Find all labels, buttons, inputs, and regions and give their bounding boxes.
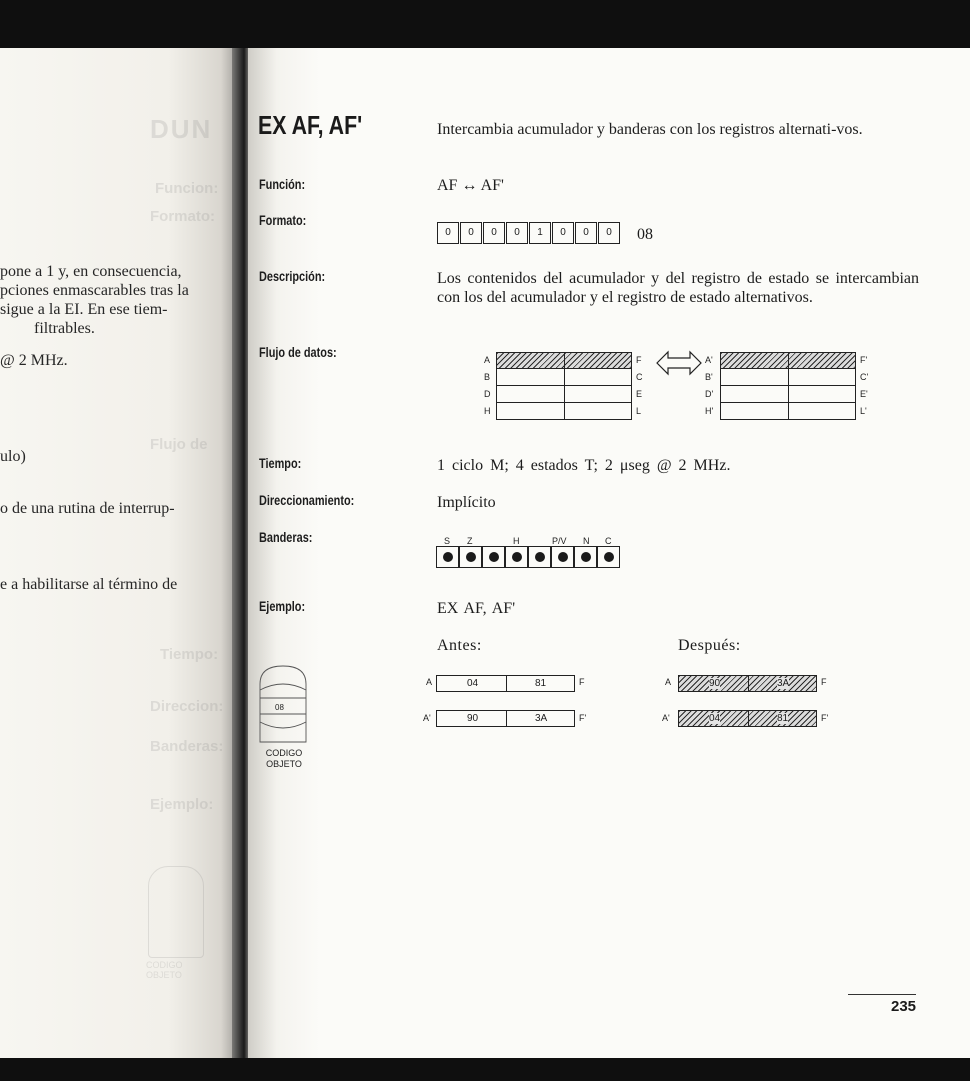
label-funcion: Función:	[259, 176, 306, 192]
reg-label: A	[665, 677, 672, 687]
reg-label: A	[426, 677, 433, 687]
flag-unaffected-dot	[528, 546, 551, 568]
object-code-value: 08	[275, 703, 284, 712]
flag-unaffected-dot	[459, 546, 482, 568]
reg-label: E'	[860, 389, 868, 399]
flag-unaffected-dot	[505, 546, 528, 568]
flag-label: N	[583, 536, 590, 546]
register-row-hl	[496, 403, 632, 420]
flags-register	[436, 546, 621, 568]
reg-label: L	[636, 406, 642, 416]
reg-label: D	[484, 389, 491, 399]
reg-label: D'	[705, 389, 714, 399]
instruction-title: EX AF, AF'	[258, 110, 363, 140]
reg-label: E	[636, 389, 643, 399]
footer-rule	[848, 994, 916, 995]
reg-label: F	[579, 677, 585, 687]
reg-label: C	[636, 372, 643, 382]
ghost-object-icon	[148, 866, 204, 958]
right-page	[248, 48, 970, 1058]
reg-label: B	[484, 372, 491, 382]
left-text-line: @ 2 MHz.	[0, 352, 68, 369]
bit-cell: 0	[460, 222, 482, 244]
left-text-line: pciones enmascarables tras la	[0, 282, 189, 299]
register-low: 81	[777, 713, 789, 724]
reg-label: F	[636, 355, 642, 365]
flag-label: C	[605, 536, 612, 546]
register-row-de	[496, 386, 632, 403]
reg-label: F'	[860, 355, 868, 365]
ghost-label: Tiempo:	[160, 646, 219, 663]
ghost-label: Funcion:	[155, 180, 219, 197]
ghost-label: Direccion:	[150, 698, 224, 715]
ghost-heading: DUN	[150, 114, 213, 144]
register-high: 04	[709, 713, 721, 724]
label-banderas: Banderas:	[259, 529, 313, 545]
reg-label: H	[484, 406, 491, 416]
bit-cell: 0	[483, 222, 505, 244]
bit-cell: 0	[575, 222, 597, 244]
ghost-label: Flujo de	[150, 436, 208, 453]
flag-unaffected-dot	[551, 546, 574, 568]
before-label: Antes:	[437, 637, 482, 654]
register-row-hl-alt	[720, 403, 856, 420]
funcion-value: AF ↔ AF'	[437, 177, 504, 194]
reg-label: B'	[705, 372, 713, 382]
flag-label: Z	[467, 536, 473, 546]
flag-label: S	[444, 536, 451, 546]
reg-label: C'	[860, 372, 869, 382]
reg-label: F'	[821, 713, 829, 723]
left-page	[0, 48, 240, 1058]
flag-unaffected-dot	[482, 546, 505, 568]
after-register-af	[678, 675, 817, 692]
main-register-bank	[496, 352, 632, 420]
reg-label: F	[821, 677, 827, 687]
alternate-register-bank	[720, 352, 856, 420]
flag-unaffected-dot	[574, 546, 597, 568]
exchange-arrow-icon	[656, 350, 702, 376]
label-descripcion: Descripción:	[259, 268, 326, 284]
addressing-value: Implícito	[437, 494, 496, 511]
description-text: Los contenidos del acumulador y del registro de estado se intercambian con los del acumulador y el registro de estado alternativos.	[437, 270, 919, 306]
flag-label: H	[513, 536, 520, 546]
register-high: 04	[467, 678, 479, 689]
register-low: 81	[535, 678, 547, 689]
instruction-summary: Intercambia acumulador y banderas con los registros alternati-vos.	[437, 121, 863, 138]
ghost-label: CODIGO OBJETO	[146, 960, 183, 980]
bit-cell: 0	[437, 222, 459, 244]
reg-label: A'	[705, 355, 713, 365]
ghost-label: Formato:	[150, 208, 215, 225]
left-text-line: sigue a la EI. En ese tiem-	[0, 301, 168, 318]
object-code-label: CODIGO OBJETO	[265, 748, 303, 769]
after-register-af-alt	[678, 710, 817, 727]
ghost-label: Banderas:	[150, 738, 224, 755]
bit-cell: 0	[552, 222, 574, 244]
left-text-line: ulo)	[0, 448, 26, 465]
left-text-line: pone a 1 y, en consecuencia,	[0, 263, 182, 280]
reg-label: A'	[662, 713, 670, 723]
timing-value: 1 ciclo M; 4 estados T; 2 μseg @ 2 MHz.	[437, 457, 731, 474]
reg-label: H'	[705, 406, 714, 416]
example-code: EX AF, AF'	[437, 600, 516, 617]
before-register-af	[436, 675, 575, 692]
left-text-line: e a habilitarse al término de	[0, 576, 178, 593]
bit-cell: 0	[506, 222, 528, 244]
flag-unaffected-dot	[597, 546, 620, 568]
opcode-bits	[437, 222, 621, 244]
label-flujo: Flujo de datos:	[259, 344, 337, 360]
before-register-af-alt	[436, 710, 575, 727]
page-number: 235	[891, 998, 917, 1015]
opcode-hex: 08	[637, 226, 653, 243]
register-row-af-alt	[720, 352, 856, 369]
label-tiempo: Tiempo:	[259, 455, 302, 471]
flag-label: P/V	[552, 536, 567, 546]
ghost-label: Ejemplo:	[150, 796, 214, 813]
flag-unaffected-dot	[436, 546, 459, 568]
register-high: 90	[467, 713, 479, 724]
label-ejemplo: Ejemplo:	[259, 598, 306, 614]
reg-label: A'	[423, 713, 431, 723]
register-row-af	[496, 352, 632, 369]
label-formato: Formato:	[259, 212, 307, 228]
reg-label: F'	[579, 713, 587, 723]
register-row-bc-alt	[720, 369, 856, 386]
register-row-bc	[496, 369, 632, 386]
bit-cell: 0	[598, 222, 620, 244]
register-row-de-alt	[720, 386, 856, 403]
register-high: 90	[709, 678, 721, 689]
label-direccionamiento: Direccionamiento:	[259, 492, 355, 508]
left-text-line: filtrables.	[34, 320, 95, 337]
bit-cell: 1	[529, 222, 551, 244]
reg-label: A	[484, 355, 491, 365]
register-low: 3A	[535, 713, 548, 724]
register-low: 3A	[777, 678, 790, 689]
left-text-line: o de una rutina de interrup-	[0, 500, 175, 517]
reg-label: L'	[860, 406, 867, 416]
after-label: Después:	[678, 637, 741, 654]
